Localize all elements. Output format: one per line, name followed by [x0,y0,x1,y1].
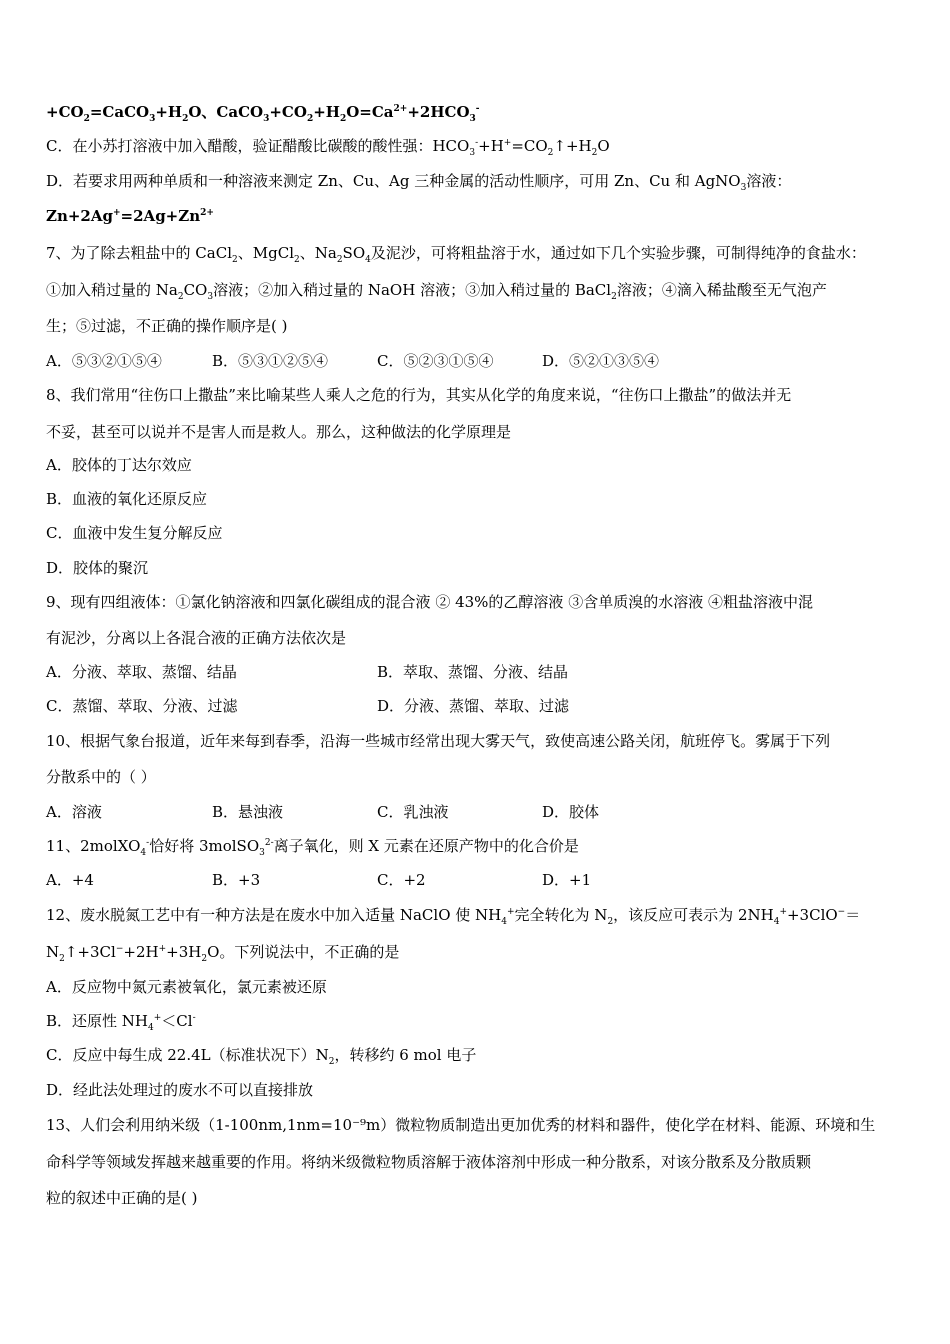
q9-stem-line2: 有泥沙，分离以上各混合液的正确方法依次是 [46,629,347,647]
q11-option-b: B．+3 [212,871,261,889]
q8-stem-line2: 不妥，甚至可以说并不是害人而是救人。那么，这种做法的化学原理是 [46,423,512,441]
q11-option-a: A．+4 [46,871,94,889]
q7-stem-line3: 生；⑤过滤，不正确的操作顺序是( ) [46,317,288,335]
q12-option-d: D．经此法处理过的废水不可以直接排放 [46,1081,314,1099]
q7-stem-line1: 7、为了除去粗盐中的 CaCl$_2$、MgCl$_2$、$Na_2SO_4$及泥沙，可将粗盐溶于水，通过如下几个实验步骤，可制得纯净的食盐水： [46,244,866,265]
q11-option-c: C．+2 [377,871,426,889]
q10-stem-line1: 10、根据气象台报道，近年来每到春季，沿海一些城市经常出现大雾天气，致使高速公路关闭，航班停飞。雾属于下列 [46,732,831,750]
q6-option-d-equation: $Zn+2Ag^+=2Ag+Zn^{2+}$ [46,207,214,225]
q9-option-d: D．分液、蒸馏、萃取、过滤 [377,697,570,715]
q11-option-d: D．+1 [542,871,592,889]
q12-stem-line1: 12、废水脱氮工艺中有一种方法是在废水中加入适量 NaClO 使 $NH_4^+$完全转化为 $N_2$，该反应可表示为 $2NH_4^++3ClO^-=$ [46,906,861,927]
q12-option-a: A．反应物中氮元素被氧化，氯元素被还原 [46,978,327,996]
q12-option-c: C．反应中每生成 22.4L（标准状况下）$N_2$，转移约 6 mol 电子 [46,1046,477,1067]
q13-stem-line3: 粒的叙述中正确的是( ) [46,1189,198,1207]
q13-stem-line1: 13、人们会利用纳米级（1-100nm,1nm=10⁻⁹m）微粒物质制造出更加优秀的材料和器件，使化学在材料、能源、环境和生 [46,1116,876,1134]
q10-stem-line2: 分散系中的（ ） [46,768,156,786]
q9-option-a: A．分液、萃取、蒸馏、结晶 [46,663,237,681]
q8-option-a: A．胶体的丁达尔效应 [46,456,192,474]
q7-option-d: D．⑤②①③⑤④ [542,352,660,370]
q8-option-d: D．胶体的聚沉 [46,559,149,577]
q10-option-b: B．悬浊液 [212,803,284,821]
q13-stem-line2: 命科学等领域发挥越来越重要的作用。将纳米级微粒物质溶解于液体溶剂中形成一种分散系，对该分散系及分散质颗 [46,1153,812,1171]
q7-option-a: A．⑤③②①⑤④ [46,352,162,370]
q7-option-c: C．⑤②③①⑤④ [377,352,494,370]
q8-stem-line1: 8、我们常用“往伤口上撒盐”来比喻某些人乘人之危的行为，其实从化学的角度来说，“往伤口上撒盐”的做法并无 [46,386,792,404]
q10-option-c: C．乳浊液 [377,803,449,821]
q8-option-b: B．血液的氧化还原反应 [46,490,208,508]
q7-option-b: B．⑤③①②⑤④ [212,352,329,370]
q8-option-c: C．血液中发生复分解反应 [46,524,223,542]
q6-option-d: D．若要求用两种单质和一种溶液来测定 Zn、Cu、Ag 三种金属的活动性顺序，可用 Zn、Cu 和 AgNO$_3$溶液： [46,172,792,193]
q9-stem-line1: 9、现有四组液体：①氯化钠溶液和四氯化碳组成的混合液 ② 43%的乙醇溶液 ③含单质溴的水溶液 ④粗盐溶液中混 [46,593,813,611]
q9-option-c: C．蒸馏、萃取、分液、过滤 [46,697,238,715]
q6-option-c: C．在小苏打溶液中加入醋酸，验证醋酸比碳酸的酸性强：$HCO_3^-+H^+=CO_2↑+H_2O$ [46,137,610,158]
q9-option-b: B．萃取、蒸馏、分液、结晶 [377,663,569,681]
q10-option-d: D．胶体 [542,803,600,821]
q7-stem-line2: ①加入稍过量的 $Na_2CO_3$溶液；②加入稍过量的 NaOH 溶液；③加入稍过量的 BaCl$_2$溶液；④滴入稀盐酸至无气泡产 [46,281,827,302]
q12-stem-line2: $N_2↑+3Cl^-+2H^++3H_2O$。下列说法中，不正确的是 [46,943,400,964]
q10-option-a: A．溶液 [46,803,102,821]
q11-stem: 11、2molXO$_4$-恰好将 3molSO$_3^{2-}$离子氧化，则 X 元素在还原产物中的化合价是 [46,837,579,858]
q6-equation-line: $+CO_2=CaCO_3+H_2O$、$CaCO_3+CO_2+H_2O=Ca^{2+}+2HCO_3^-$ [46,103,480,124]
q12-option-b: B．还原性 $NH_4^+<Cl^-$ [46,1012,196,1033]
